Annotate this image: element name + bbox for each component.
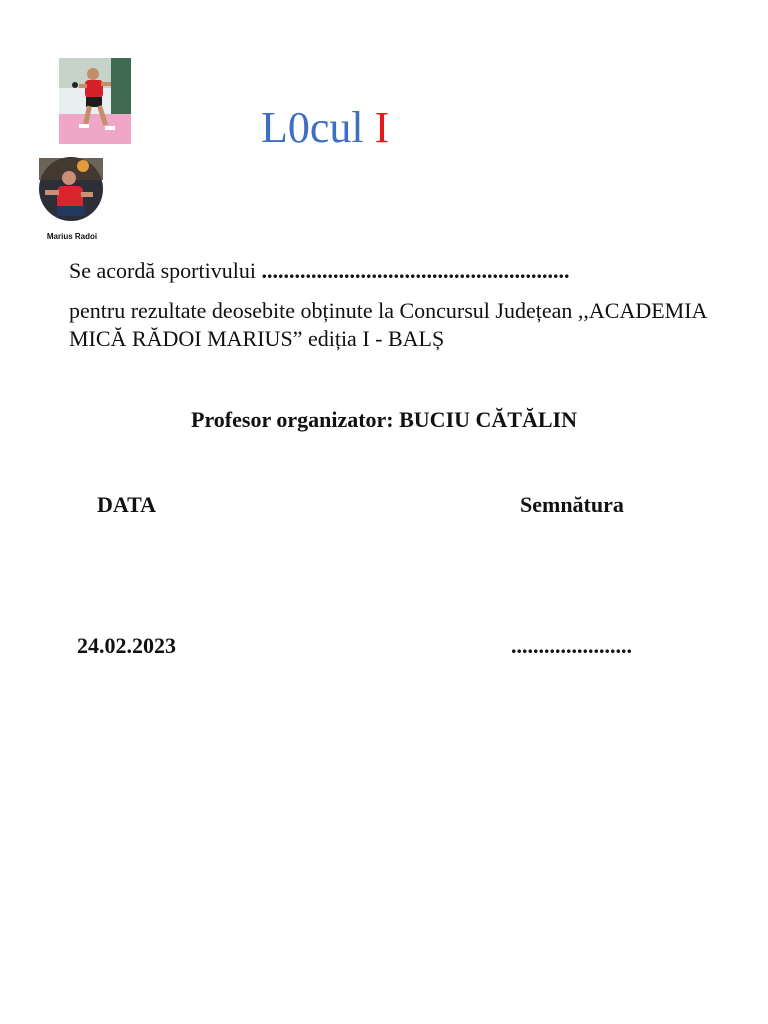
athlete-name-blank: ........................................................	[261, 258, 570, 283]
award-line	[69, 256, 569, 286]
page-title	[261, 103, 390, 152]
award-paragraph: pentru rezultate deosebite obținute la Concursul Județean ,,ACADEMIA MICĂ RĂDOI MARIUS” ediția I - BALȘ	[69, 298, 707, 351]
player-portrait	[33, 156, 109, 222]
date-label: DATA	[97, 492, 157, 517]
title-number: I	[374, 103, 390, 152]
title-word: L0cul	[261, 103, 364, 152]
organizer-line: Profesor organizator: BUCIU CĂTĂLIN	[191, 407, 577, 432]
player-photo	[59, 58, 131, 144]
signature-label: Semnătura	[520, 492, 624, 517]
table-tennis-player-portrait-photo-icon	[33, 156, 109, 222]
signature-blank: ......................	[511, 633, 632, 658]
date-value: 24.02.2023	[77, 633, 176, 658]
table-tennis-player-photo-icon	[59, 58, 131, 144]
photo-caption: Marius Radoi	[46, 232, 98, 241]
award-prefix: Se acordă sportivului	[69, 258, 262, 283]
